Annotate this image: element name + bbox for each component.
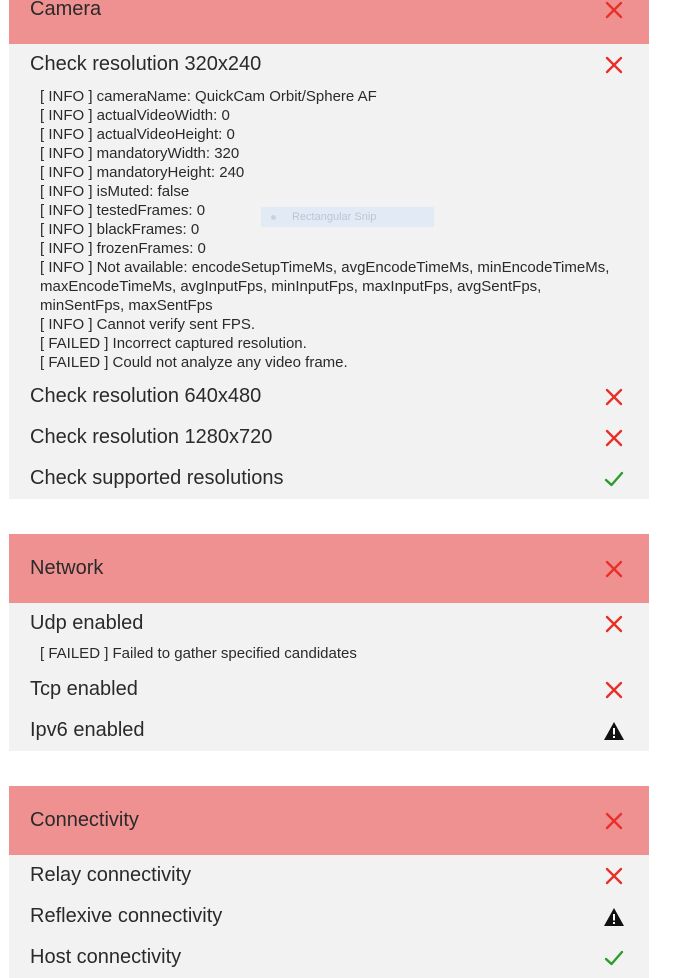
test-log: [9, 644, 649, 669]
warning-triangle-icon: [603, 720, 625, 742]
log-line: [ FAILED ] Incorrect captured resolution.: [40, 335, 307, 352]
test-label: Check resolution 320x240: [30, 53, 262, 75]
section-title: Connectivity: [30, 809, 139, 831]
close-x-icon: [603, 0, 625, 21]
checkmark-icon: [603, 947, 625, 969]
warning-triangle-icon: [603, 906, 625, 928]
test-label: Host connectivity: [30, 946, 182, 968]
log-line: [ FAILED ] Could not analyze any video frame.: [40, 354, 348, 371]
snip-label: Rectangular Snip: [292, 211, 377, 223]
close-x-icon: [603, 386, 625, 408]
log-line: [ INFO ] actualVideoWidth: 0: [40, 107, 230, 124]
test-row[interactable]: [9, 417, 649, 458]
test-row[interactable]: [9, 896, 649, 937]
log-line: [ INFO ] blackFrames: 0: [40, 221, 200, 238]
camera-header[interactable]: [9, 0, 649, 44]
test-row[interactable]: [9, 376, 649, 417]
camera-section: [9, 0, 649, 499]
log-line: [ FAILED ] Failed to gather specified candidates: [40, 645, 357, 662]
test-row[interactable]: [9, 458, 649, 499]
test-label: Relay connectivity: [30, 864, 192, 886]
network-section: [9, 534, 649, 751]
close-x-icon: [603, 427, 625, 449]
close-x-icon: [603, 54, 625, 76]
test-label: Ipv6 enabled: [30, 719, 145, 741]
log-line: [ INFO ] mandatoryHeight: 240: [40, 164, 245, 181]
log-line: [ INFO ] actualVideoHeight: 0: [40, 126, 235, 143]
test-row[interactable]: [9, 710, 649, 751]
log-line: [ INFO ] frozenFrames: 0: [40, 240, 206, 257]
test-log: [9, 85, 649, 376]
rectangular-snip-tooltip: [261, 207, 434, 227]
test-label: Reflexive connectivity: [30, 905, 223, 927]
test-label: Check resolution 1280x720: [30, 426, 273, 448]
log-line: [ INFO ] Not available: encodeSetupTimeMs, avgEncodeTimeMs, minEncodeTimeMs, maxEncodeTimeMs, avgInputFps, minInputFps, maxInputFps, avgSentFps, minSentFps, maxSentFps: [40, 259, 610, 314]
close-x-icon: [603, 679, 625, 701]
connectivity-section: [9, 786, 649, 978]
log-line: [ INFO ] mandatoryWidth: 320: [40, 145, 240, 162]
test-row[interactable]: [9, 603, 649, 644]
test-row[interactable]: [9, 855, 649, 896]
test-label: Check resolution 640x480: [30, 385, 262, 407]
log-line: [ INFO ] isMuted: false: [40, 183, 190, 200]
test-label: Tcp enabled: [30, 678, 138, 700]
test-row[interactable]: [9, 44, 649, 85]
section-title: Camera: [30, 0, 102, 20]
close-x-icon: [603, 865, 625, 887]
close-x-icon: [603, 558, 625, 580]
log-line: [ INFO ] Cannot verify sent FPS.: [40, 316, 256, 333]
log-line: [ INFO ] cameraName: QuickCam Orbit/Sphere AF: [40, 88, 377, 105]
test-label: Udp enabled: [30, 612, 144, 634]
log-line: [ INFO ] testedFrames: 0: [40, 202, 206, 219]
snip-dot-icon: [271, 215, 276, 220]
test-label: Check supported resolutions: [30, 467, 284, 489]
network-header[interactable]: [9, 534, 649, 603]
test-row[interactable]: [9, 669, 649, 710]
close-x-icon: [603, 810, 625, 832]
connectivity-header[interactable]: [9, 786, 649, 855]
checkmark-icon: [603, 468, 625, 490]
test-row[interactable]: [9, 937, 649, 978]
section-title: Network: [30, 557, 104, 579]
close-x-icon: [603, 613, 625, 635]
